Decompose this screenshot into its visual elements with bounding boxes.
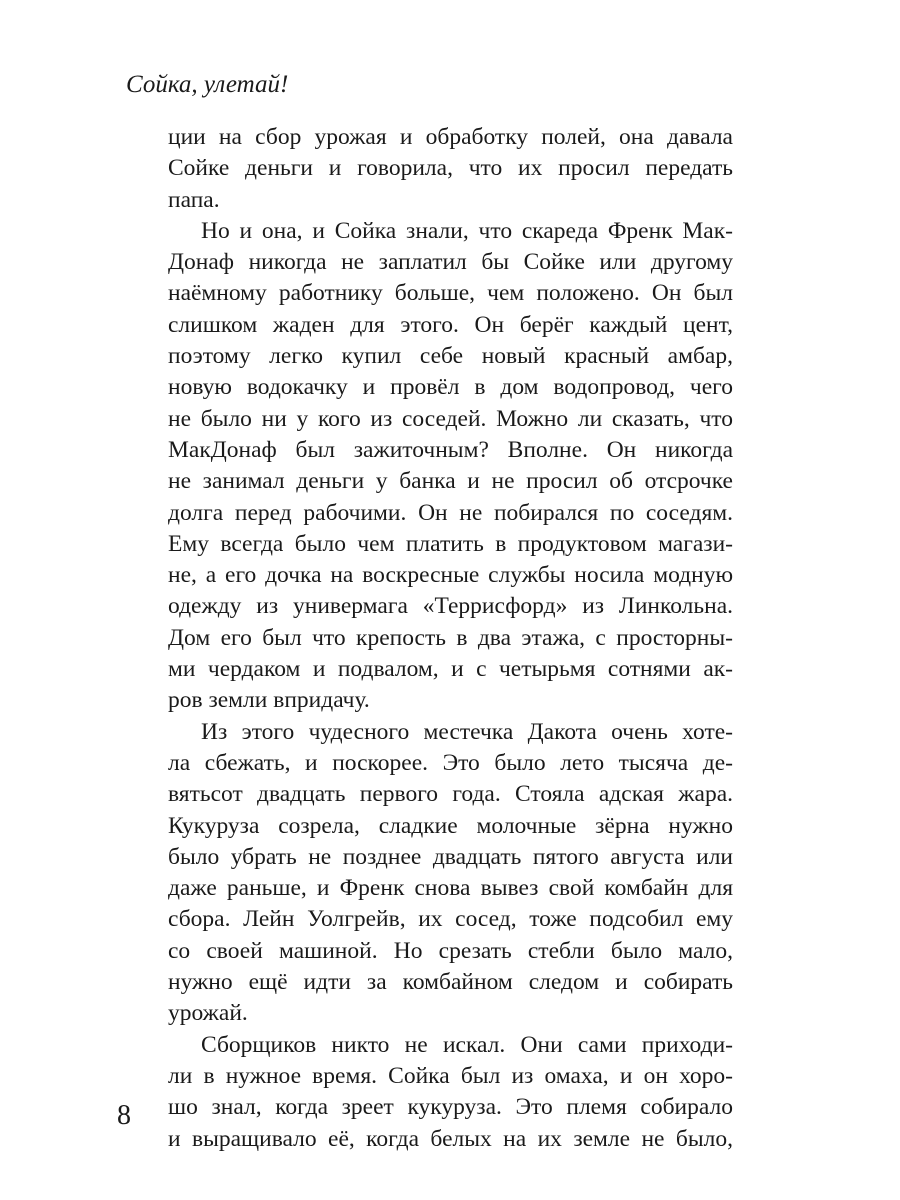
text-line: сбора. Лейн Уолгрейв, их сосед, тоже подсобил ему [168,906,733,933]
text-line: Донаф никогда не заплатил бы Сойке или другому [168,249,733,276]
text-line: Сойке деньги и говорила, что их просил передать [168,155,733,182]
text-line: Сборщиков никто не искал. Они сами приходи- [201,1031,733,1058]
text-line: ции на сбор урожая и обработку полей, она давала [168,124,733,150]
text-line: долга перед рабочими. Он не побирался по соседям. [168,499,733,526]
text-line: папа. [168,186,220,213]
text-line: ли в нужное время. Сойка был из омаха, и он хоро- [168,1062,733,1089]
text-line: даже раньше, и Френк снова вывез свой комбайн для [168,875,733,902]
text-line: ров земли впридачу. [168,687,370,714]
text-line: и выращивало её, когда белых на их земле не было, [168,1125,733,1152]
text-line: Кукуруза созрела, сладкие молочные зёрна нужно [168,812,733,839]
text-line: ми чердаком и подвалом, и с четырьмя сотнями ак- [168,656,733,683]
text-line: Но и она, и Сойка знали, что скареда Френк Мак- [201,217,733,244]
text-line: Ему всегда было чем платить в продуктовом магази- [168,530,733,557]
text-line: было убрать не позднее двадцать пятого августа или [168,843,733,870]
text-line: Из этого чудесного местечка Дакота очень хоте- [201,718,733,745]
text-line: не было ни у кого из соседей. Можно ли сказать, что [168,405,733,432]
text-line: поэтому легко купил себе новый красный амбар, [168,343,733,370]
text-line: не, а его дочка на воскресные службы носила модную [168,562,733,589]
text-line: МакДонаф был зажиточным? Вполне. Он никогда [168,436,733,463]
page-number: 8 [117,1100,131,1131]
text-line: одежду из универмага «Террисфорд» из Линкольна. [168,593,733,620]
text-line: со своей машиной. Но срезать стебли было мало, [168,937,733,964]
text-line: ла сбежать, и поскорее. Это было лето тысяча де- [168,749,733,776]
text-line: нужно ещё идти за комбайном следом и собирать [168,969,733,996]
body-text [168,122,733,1155]
text-line: урожай. [168,1000,248,1027]
running-head: Сойка, улетай! [126,71,289,98]
text-line: вятьсот двадцать первого года. Стояла адская жара. [168,781,733,808]
text-line: не занимал деньги у банка и не просил об отсрочке [168,468,733,495]
text-line: шо знал, когда зреет кукуруза. Это племя собирало [168,1094,733,1121]
text-line: новую водокачку и провёл в дом водопровод, чего [168,374,733,401]
text-line: слишком жаден для этого. Он берёг каждый цент, [168,311,733,338]
text-line: Дом его был что крепость в два этажа, с просторны- [168,624,733,651]
text-line: наёмному работнику больше, чем положено. Он был [168,280,733,307]
